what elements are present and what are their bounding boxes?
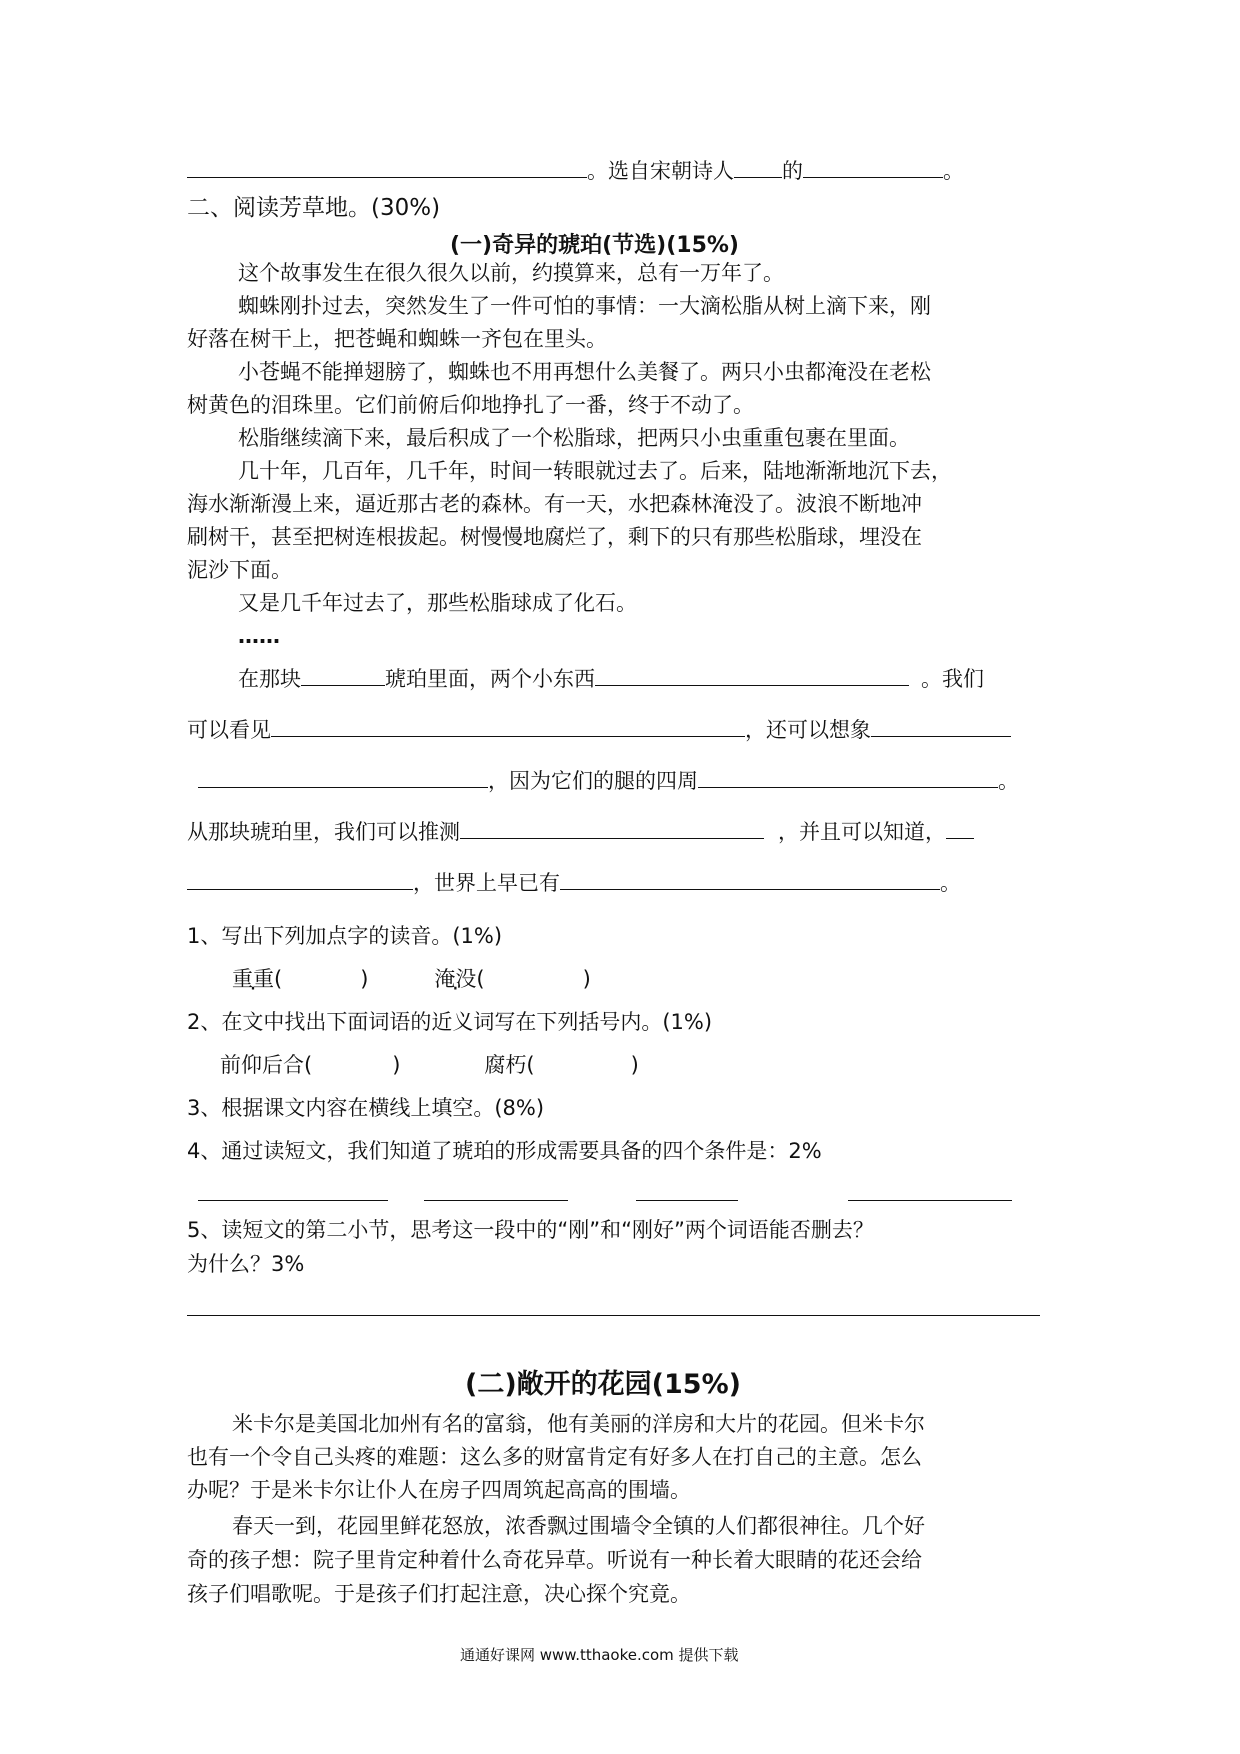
fill-line-b — [187, 714, 1011, 747]
paragraph: 树黄色的泪珠里。它们前俯后仰地挣扎了一番，终于不动了。 — [187, 393, 754, 417]
paragraph: 刷树干，甚至把树连根拔起。树慢慢地腐烂了，剩下的只有那些松脂球，埋没在 — [187, 525, 922, 549]
text: ，因为它们的腿的四周 — [488, 769, 698, 793]
paren: ) — [392, 1053, 401, 1077]
paragraph: 泥沙下面。 — [187, 558, 292, 582]
blank[interactable] — [871, 716, 1011, 737]
paragraph: 孩子们唱歌呢。于是孩子们打起注意，决心探个究竟。 — [187, 1582, 691, 1606]
question-4: 4、通过读短文，我们知道了琥珀的形成需要具备的四个条件是：2% — [187, 1139, 822, 1163]
paren: ) — [582, 967, 591, 991]
text: 。选自宋朝诗人 — [587, 159, 734, 183]
blank[interactable] — [560, 869, 940, 890]
text: 可以看见 — [187, 718, 271, 742]
question-2-words — [220, 1049, 639, 1082]
blank[interactable] — [198, 767, 488, 788]
text: ，世界上早已有 — [413, 871, 560, 895]
text: ，还可以想象 — [745, 718, 871, 742]
question-5-cont: 为什么？3% — [187, 1252, 305, 1276]
blank[interactable] — [301, 665, 385, 686]
word: 重重 — [232, 967, 274, 991]
text: 。 — [943, 159, 964, 183]
blank[interactable] — [595, 665, 909, 686]
answer-line[interactable] — [424, 1200, 568, 1201]
paren: ( — [274, 967, 283, 991]
paren: ( — [476, 967, 485, 991]
paragraph: 又是几千年过去了，那些松脂球成了化石。 — [238, 591, 637, 615]
paragraph: 奇的孩子想：院子里肯定种着什么奇花异草。听说有一种长着大眼睛的花还会给 — [187, 1548, 922, 1572]
text: 。 — [998, 769, 1019, 793]
text: 琥珀里面，两个小东西 — [385, 667, 595, 691]
fill-line-a — [238, 663, 984, 696]
paragraph: 松脂继续滴下来，最后积成了一个松脂球，把两只小虫重重包裹在里面。 — [238, 426, 910, 450]
answer-line[interactable] — [198, 1200, 388, 1201]
paragraph: 也有一个令自己头疼的难题：这么多的财富肯定有好多人在打自己的主意。怎么 — [187, 1445, 922, 1469]
passage1-title: (一)奇异的琥珀(节选)(15%) — [450, 233, 739, 258]
fill-line-d — [187, 816, 974, 849]
section-title: 二、阅读芳草地。(30%) — [187, 195, 441, 221]
text: ，并且可以知道， — [778, 820, 946, 844]
blank[interactable] — [187, 869, 413, 890]
paragraph: 好落在树干上，把苍蝇和蜘蛛一齐包在里头。 — [187, 327, 607, 351]
answer-line[interactable] — [187, 1315, 1040, 1316]
answer-line[interactable] — [848, 1200, 1012, 1201]
question-2: 2、在文中找出下面词语的近义词写在下列括号内。(1%) — [187, 1010, 713, 1034]
paragraph: 海水渐渐漫上来，逼近那古老的森林。有一天，水把森林淹没了。波浪不断地冲 — [187, 492, 922, 516]
blank[interactable] — [803, 157, 943, 178]
fill-line-e — [187, 867, 961, 900]
answer-line[interactable] — [636, 1200, 738, 1201]
question-1-words — [232, 963, 591, 996]
paren: ( — [304, 1053, 313, 1077]
blank[interactable] — [734, 157, 782, 178]
top-fill-line — [187, 155, 964, 188]
paragraph: 办呢？于是米卡尔让仆人在房子四周筑起高高的围墙。 — [187, 1478, 691, 1502]
paren: ( — [526, 1053, 535, 1077]
word: 前仰后合 — [220, 1053, 304, 1077]
text: 在那块 — [238, 667, 301, 691]
question-3: 3、根据课文内容在横线上填空。(8%) — [187, 1096, 545, 1120]
question-5: 5、读短文的第二小节，思考这一段中的“刚”和“刚好”两个词语能否删去？ — [187, 1218, 874, 1242]
fill-line-c — [198, 765, 1019, 798]
text: 从那块琥珀里，我们可以推测 — [187, 820, 460, 844]
paragraph: 这个故事发生在很久很久以前，约摸算来，总有一万年了。 — [238, 261, 784, 285]
passage2-title: (二)敞开的花园(15%) — [465, 1369, 741, 1400]
blank[interactable] — [271, 716, 745, 737]
paragraph: 几十年，几百年，几千年，时间一转眼就过去了。后来，陆地渐渐地沉下去， — [238, 459, 952, 483]
word: 淹没 — [434, 967, 477, 991]
text: 。我们 — [921, 667, 984, 691]
footer: 通通好课网 www.tthaoke.com 提供下载 — [460, 1646, 739, 1664]
text: 。 — [940, 871, 961, 895]
paragraph: 小苍蝇不能掸翅膀了，蜘蛛也不用再想什么美餐了。两只小虫都淹没在老松 — [238, 360, 931, 384]
blank[interactable] — [460, 818, 764, 839]
blank[interactable] — [698, 767, 998, 788]
paragraph: 米卡尔是美国北加州有名的富翁，他有美丽的洋房和大片的花园。但米卡尔 — [232, 1412, 925, 1436]
paren: ) — [360, 967, 369, 991]
text: 的 — [782, 159, 803, 183]
paren: ) — [630, 1053, 639, 1077]
blank[interactable] — [187, 157, 587, 178]
paragraph: 蜘蛛刚扑过去，突然发生了一件可怕的事情：一大滴松脂从树上滴下来，刚 — [238, 294, 931, 318]
blank[interactable] — [946, 818, 974, 839]
word: 腐朽 — [484, 1053, 527, 1077]
ellipsis: …… — [238, 624, 280, 648]
paragraph: 春天一到，花园里鲜花怒放，浓香飘过围墙令全镇的人们都很神往。几个好 — [232, 1514, 925, 1538]
question-1: 1、写出下列加点字的读音。(1%) — [187, 924, 503, 948]
